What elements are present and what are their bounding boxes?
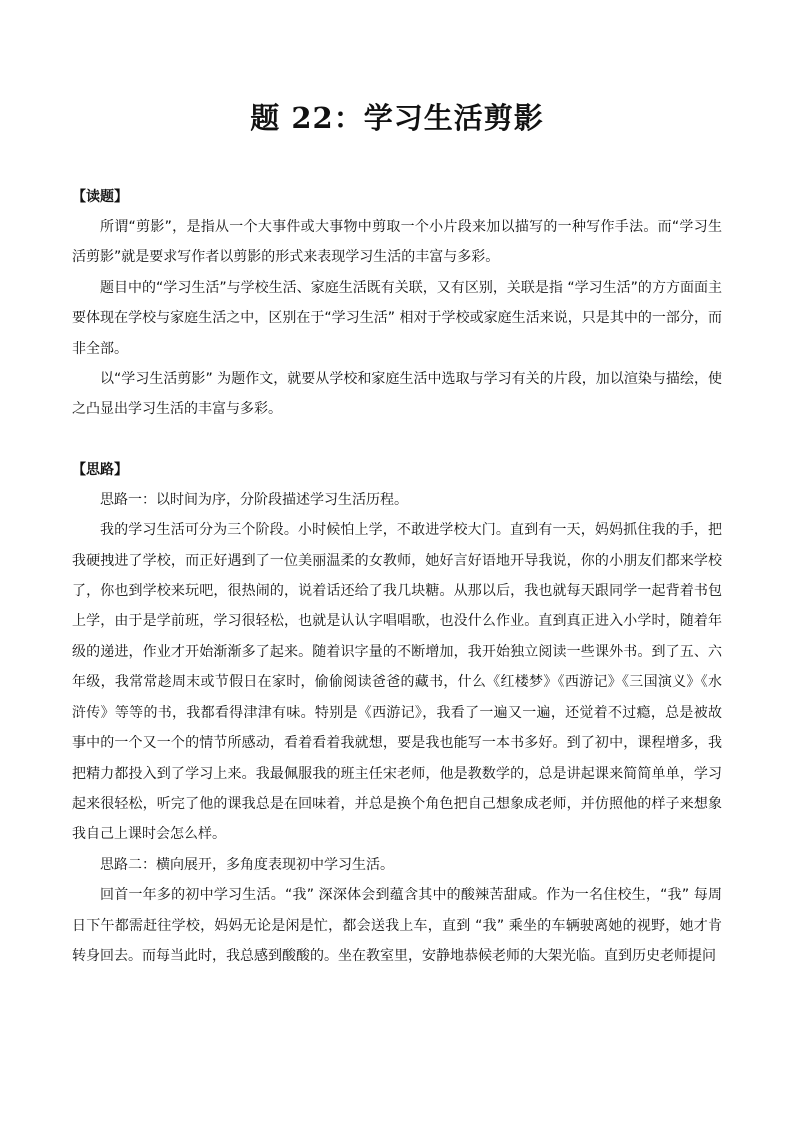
paragraph: 所谓“剪影”，是指从一个大事件或大事物中剪取一个小片段来加以描写的一种写作手法。而“学习生活剪影”就是要求写作者以剪影的形式来表现学习生活的丰富与多彩。 — [72, 219, 722, 266]
paragraph: 以“学习生活剪影” 为题作文，就要从学校和家庭生活中选取与学习有关的片段，加以渲染与描绘，使之凸显出学习生活的丰富与多彩。 — [72, 371, 722, 418]
section-heading: 【思路】 — [72, 461, 128, 478]
document-title: 题 22：学习生活剪影 — [250, 101, 544, 135]
section-approach — [72, 456, 722, 972]
paragraph: 题目中的“学习生活”与学校生活、家庭生活既有关联，又有区别，关联是指 “学习生活”的方方面面主要体现在学校与家庭生活之中，区别在于“学习生活” 相对于学校或家庭生活来说，只是其中的一部分，而非全部。 — [72, 279, 722, 357]
section-spacer — [72, 425, 722, 456]
paragraph: 回首一年多的初中学习生活。“我” 深深体会到蕴含其中的酸辣苦甜咸。作为一名住校生，“我” 每周日下午都需赶往学校，妈妈无论是闲是忙，都会送我上车，直到 “我” 乘坐的车辆驶离她的视野，她才肯转身回去。而每当此时，我总感到酸酸的。坐在教室里，安静地恭候老师的大架光临。直到历史老师提问 — [72, 887, 722, 964]
section-reading — [72, 183, 722, 425]
paragraph: 我的学习生活可分为三个阶段。小时候怕上学，不敢进学校大门。直到有一天，妈妈抓住我的手，把我硬拽进了学校，而正好遇到了一位美丽温柔的女教师，她好言好语地开导我说，你的小朋友们都来学校了，你也到学校来玩吧，很热闹的，说着话还给了我几块糖。从那以后，我也就每天跟同学一起背着书包上学，由于是学前班，学习很轻松，也就是认认字唱唱歌，也没什么作业。直到真正进入小学时，随着年级的递进，作业才开始渐渐多了起来。随着识字量的不断增加，我开始独立阅读一些课外书。到了五、六年级，我常常趁周末或节假日在家时，偷偷阅读爸爸的藏书，什么《红楼梦》《西游记》《三国演义》《水浒传》等等的书，我都看得津津有味。特别是《西游记》，我看了一遍又一遍，还觉着不过瘾，总是被故事中的一个又一个的情节所感动，看着看着我就想，要是我也能写一本书多好。到了初中，课程增多，我把精力都投入到了学习上来。我最佩服我的班主任宋老师，他是教数学的，总是讲起课来简简单单，学习起来很轻松，听完了他的课我总是在回味着，并总是换个角色把自己想象成老师，并仿照他的样子来想象我自己上课时会怎么样。 — [72, 522, 722, 843]
paragraph: 思路一：以时间为序，分阶段描述学习生活历程。 — [100, 491, 408, 508]
section-heading: 【读题】 — [72, 189, 128, 205]
document-body — [72, 183, 722, 971]
paragraph: 思路二：横向展开，多角度表现初中学习生活。 — [100, 856, 394, 873]
